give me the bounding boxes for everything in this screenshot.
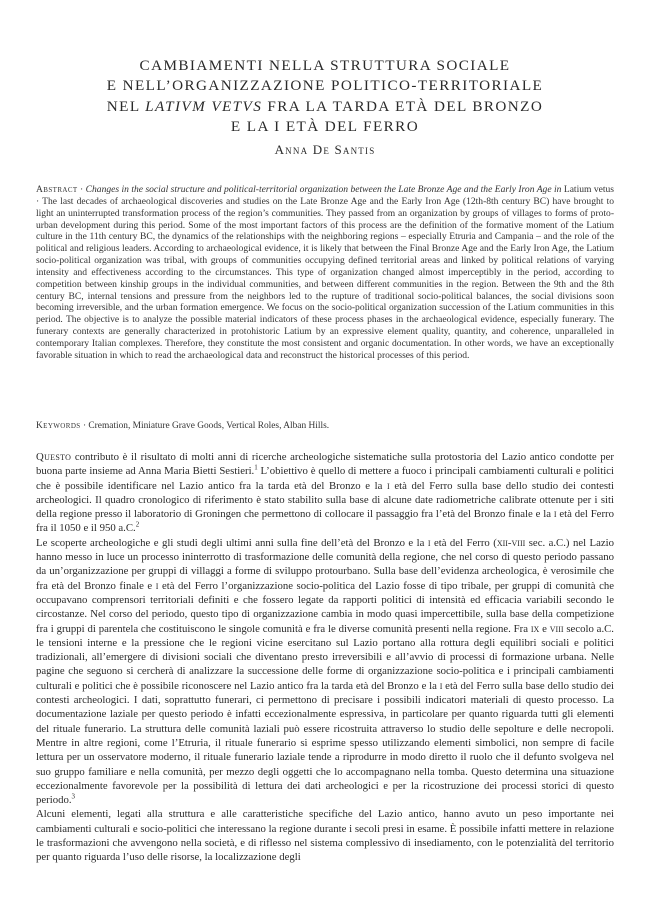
roman-numeral-ix: ix — [530, 622, 540, 635]
title-line-3-pre: NEL — [106, 97, 146, 115]
keywords-text: · Cremation, Miniature Grave Goods, Vertical Roles, Alban Hills. — [80, 421, 330, 431]
roman-numeral: i — [155, 579, 159, 592]
paragraph-3: Alcuni elementi, legati alla struttura e alle caratteristiche specifiche del Lazio antico, hanno avuto un peso importante nei cambiamenti culturali e socio-politici che interessano la regione durante i secoli presi in esame. È possibile infatti mettere in relazione le trasformazioni che avvengono nella società, e di riflesso nel sistema complessivo di insediamento, con le potenzialità del territorio per quanto riguarda l’uso delle risorse, la localizzazione degli — [36, 808, 614, 864]
paragraph-1-lead: Questo — [36, 451, 72, 463]
title-line-3-post: FRA LA TARDA ETÀ DEL BRONZO — [262, 97, 544, 115]
roman-numeral: i — [387, 479, 390, 492]
keywords — [36, 420, 614, 432]
abstract — [36, 184, 614, 362]
paragraph-2-text-b: età del Ferro ( — [430, 536, 497, 549]
paragraph-2-text-a: Le scoperte archeologiche e gli studi degli ultimi anni sulla fine dell’età del Bronzo e la — [36, 536, 428, 549]
paragraph-2-text-c: sec. a.C.) nel Lazio hanno messo in luce un processo ininterrotto di trasformazione delle comunità della regione, che nel corso di questo periodo passano da un’organizzazione per gruppi di villaggi a forme di sviluppo protourbano. Sulla base dell’evidenza archeologica, è verosimile che fra età del Bronzo finale e — [36, 536, 614, 592]
abstract-separator: · — [77, 184, 86, 195]
title-line-3 — [40, 97, 610, 117]
paragraph-1-text-c: età del Ferro sulla base dello studio dei contesti archeologici. Il quadro cronologico di riferimento è stato stabilito sulla base di alcune date radiometriche calibrate ottenute per i siti della regione presso il laboratorio di Groningen che permettono di collocare il passaggio fra l’età del Bronzo finale e la — [36, 479, 614, 521]
century-range: xii-viii — [496, 536, 526, 549]
title-line-4: E LA I ETÀ DEL FERRO — [230, 117, 420, 135]
roman-numeral: i — [427, 536, 431, 549]
footnote-ref-3[interactable]: 3 — [71, 792, 76, 801]
keywords-label: Keywords — [36, 421, 81, 431]
paragraph-2-text-g: età del Ferro sulla base dello studio dei contesti archeologici. I dati, soprattutto funerari, ci permettono di precisare i possibili indicatori materiali di questo processo. La documentazione laziale per questo periodo è infatti eccezionalmente espressiva, in particolare per quanto riguarda tutti gli elementi del rituale funerario. La struttura delle comunità laziali può essere ricostruita attraverso lo studio delle sepolture e delle necropoli. Mentre in altre regioni, come l’Etruria, il rituale funerario si esprime spesso utilizzando elementi simbolici, non sempre di facile lettura per un osservatore moderno, il rituale funerario laziale tende a riprodurre in modo diretto il ruolo che il defunto svolgeva nel suo gruppo familiare e nella comunità, per mezzo degli oggetti che lo accompagnano nella tomba. Questo determina una situazione eccezionalmente favorevole per la possibilità di lettura dei dati archeologici e per la ricostruzione dei processi storici di questo periodo. — [36, 679, 614, 807]
article-body — [36, 450, 614, 865]
author-name: Anna De Santis — [274, 142, 376, 157]
paragraph-1-text-d: età del Ferro fra il 1050 e il 950 a.C. — [36, 508, 614, 535]
abstract-label: Abstract — [36, 184, 78, 195]
roman-numeral-viii: viii — [549, 622, 564, 635]
paragraph-2-text-e: e — [539, 622, 550, 635]
paragraph-2 — [36, 536, 614, 808]
paragraph-1-text-a: contributo è il risultato di molti anni di ricerche archeologiche sistematiche sulla protostoria del Lazio antico condotte per buona parte insieme ad Anna Maria Bietti Sestieri. — [36, 451, 614, 478]
footnote-ref-1[interactable]: 1 — [254, 463, 258, 472]
title-line-1: CAMBIAMENTI NELLA STRUTTURA SOCIALE — [139, 57, 511, 74]
paragraph-1-text-b: L’obiettivo è quello di mettere a fuoco i principali cambiamenti culturali e politici che è possibile identificare nel Lazio antico fra la tarda età del Bronzo e la — [36, 465, 614, 492]
roman-numeral: i — [439, 679, 443, 692]
paragraph-1 — [36, 450, 614, 536]
title-line-2: E NELL’ORGANIZZAZIONE POLITICO-TERRITORIALE — [106, 77, 544, 95]
article-title — [40, 56, 610, 137]
paragraph-2-text-f: secolo a.C. le tensioni interne e la pressione che le regioni vicine esercitano sul Lazio portano alla rottura degli equilibri sociali e politici tradizionali, all’emergere di divisioni sociali che diventano presto irreversibili e all’avvio di processi di formazione urbana. Nelle pagine che seguono si cercherà di analizzare la successione delle forme di organizzazione socio-politica e i principali cambiamenti culturali e politici che è possibile riconoscere nel Lazio antico fra la tarda età del Bronzo e la — [36, 622, 614, 692]
abstract-text: Latium vetus · The last decades of archaeological discoveries and studies on the Late Bronze Age and the Early Iron Age (12th-8th century BC) have brought to light an uninterrupted transformation process of the region’s communities. They passed from an organization by groups of villages to forms of proto-urban development during this period. Some of the most important factors of this process are the definition of the formative moment of the Latium culture in the 11th century BC, the dynamics of the relationships with the neighboring regions – especially Etruria and Campania – and the role of the political and religious leaders. According to archaeological evidence, it is likely that between the Final Bronze Age and the Early Iron Age, the Latium socio-political organization was tribal, with groups of communities occupying defined territorial areas and linked by political relations of varying intensity and effectiveness according to the circumstances. This type of organization changed almost imperceptibly in the period, according to competition between kinship groups in the individual communities, and between different communities in the region. Between the 9th and the 8th century BC, internal tensions and pressure from the neighbors led to the rupture of traditional socio-political balances, the social divisions soon becoming irreversible, and the urban formation emergence. We focus on the socio-political organization succession of the Latium communities in this period. The objective is to analyze the possible material indicators of these process phases in the archaeological evidence, especially funerary. The funerary contexts are generally characterized in protohistoric Latium by an expressive element quality, quantity, and coherence, unparalleled in contemporary Italian complexes. Therefore, they constitute the most consistent and organic documentation. In other words, we have an exceptionally favorable situation in which to read the archaeological data and reconstruct the historical processes of this period. — [36, 184, 615, 361]
paragraph-2-text-d: età del Ferro l’organizzazione socio-politica del Lazio fosse di tipo tribale, per gruppi di comunità che occupavano comprensori territoriali definiti e che fossero legate da rapporti politici di intensità ed efficacia variabili secondo le circostanze. Nel corso del periodo, questo tipo di organizzazione cambia in modo quasi impercettibile, sulla base della competizione fra i gruppi di parentela che costituiscono le singole comunità e fra le diverse comunità presenti nella regione. Fra — [36, 579, 615, 635]
footnote-ref-2[interactable]: 2 — [135, 520, 140, 529]
title-italic-latium: LATIVM VETVS — [145, 97, 263, 115]
roman-numeral: i — [553, 508, 557, 521]
abstract-english-title: Changes in the social structure and political-territorial organization between the Late Bronze Age and the Early Iron Age in — [85, 184, 562, 195]
